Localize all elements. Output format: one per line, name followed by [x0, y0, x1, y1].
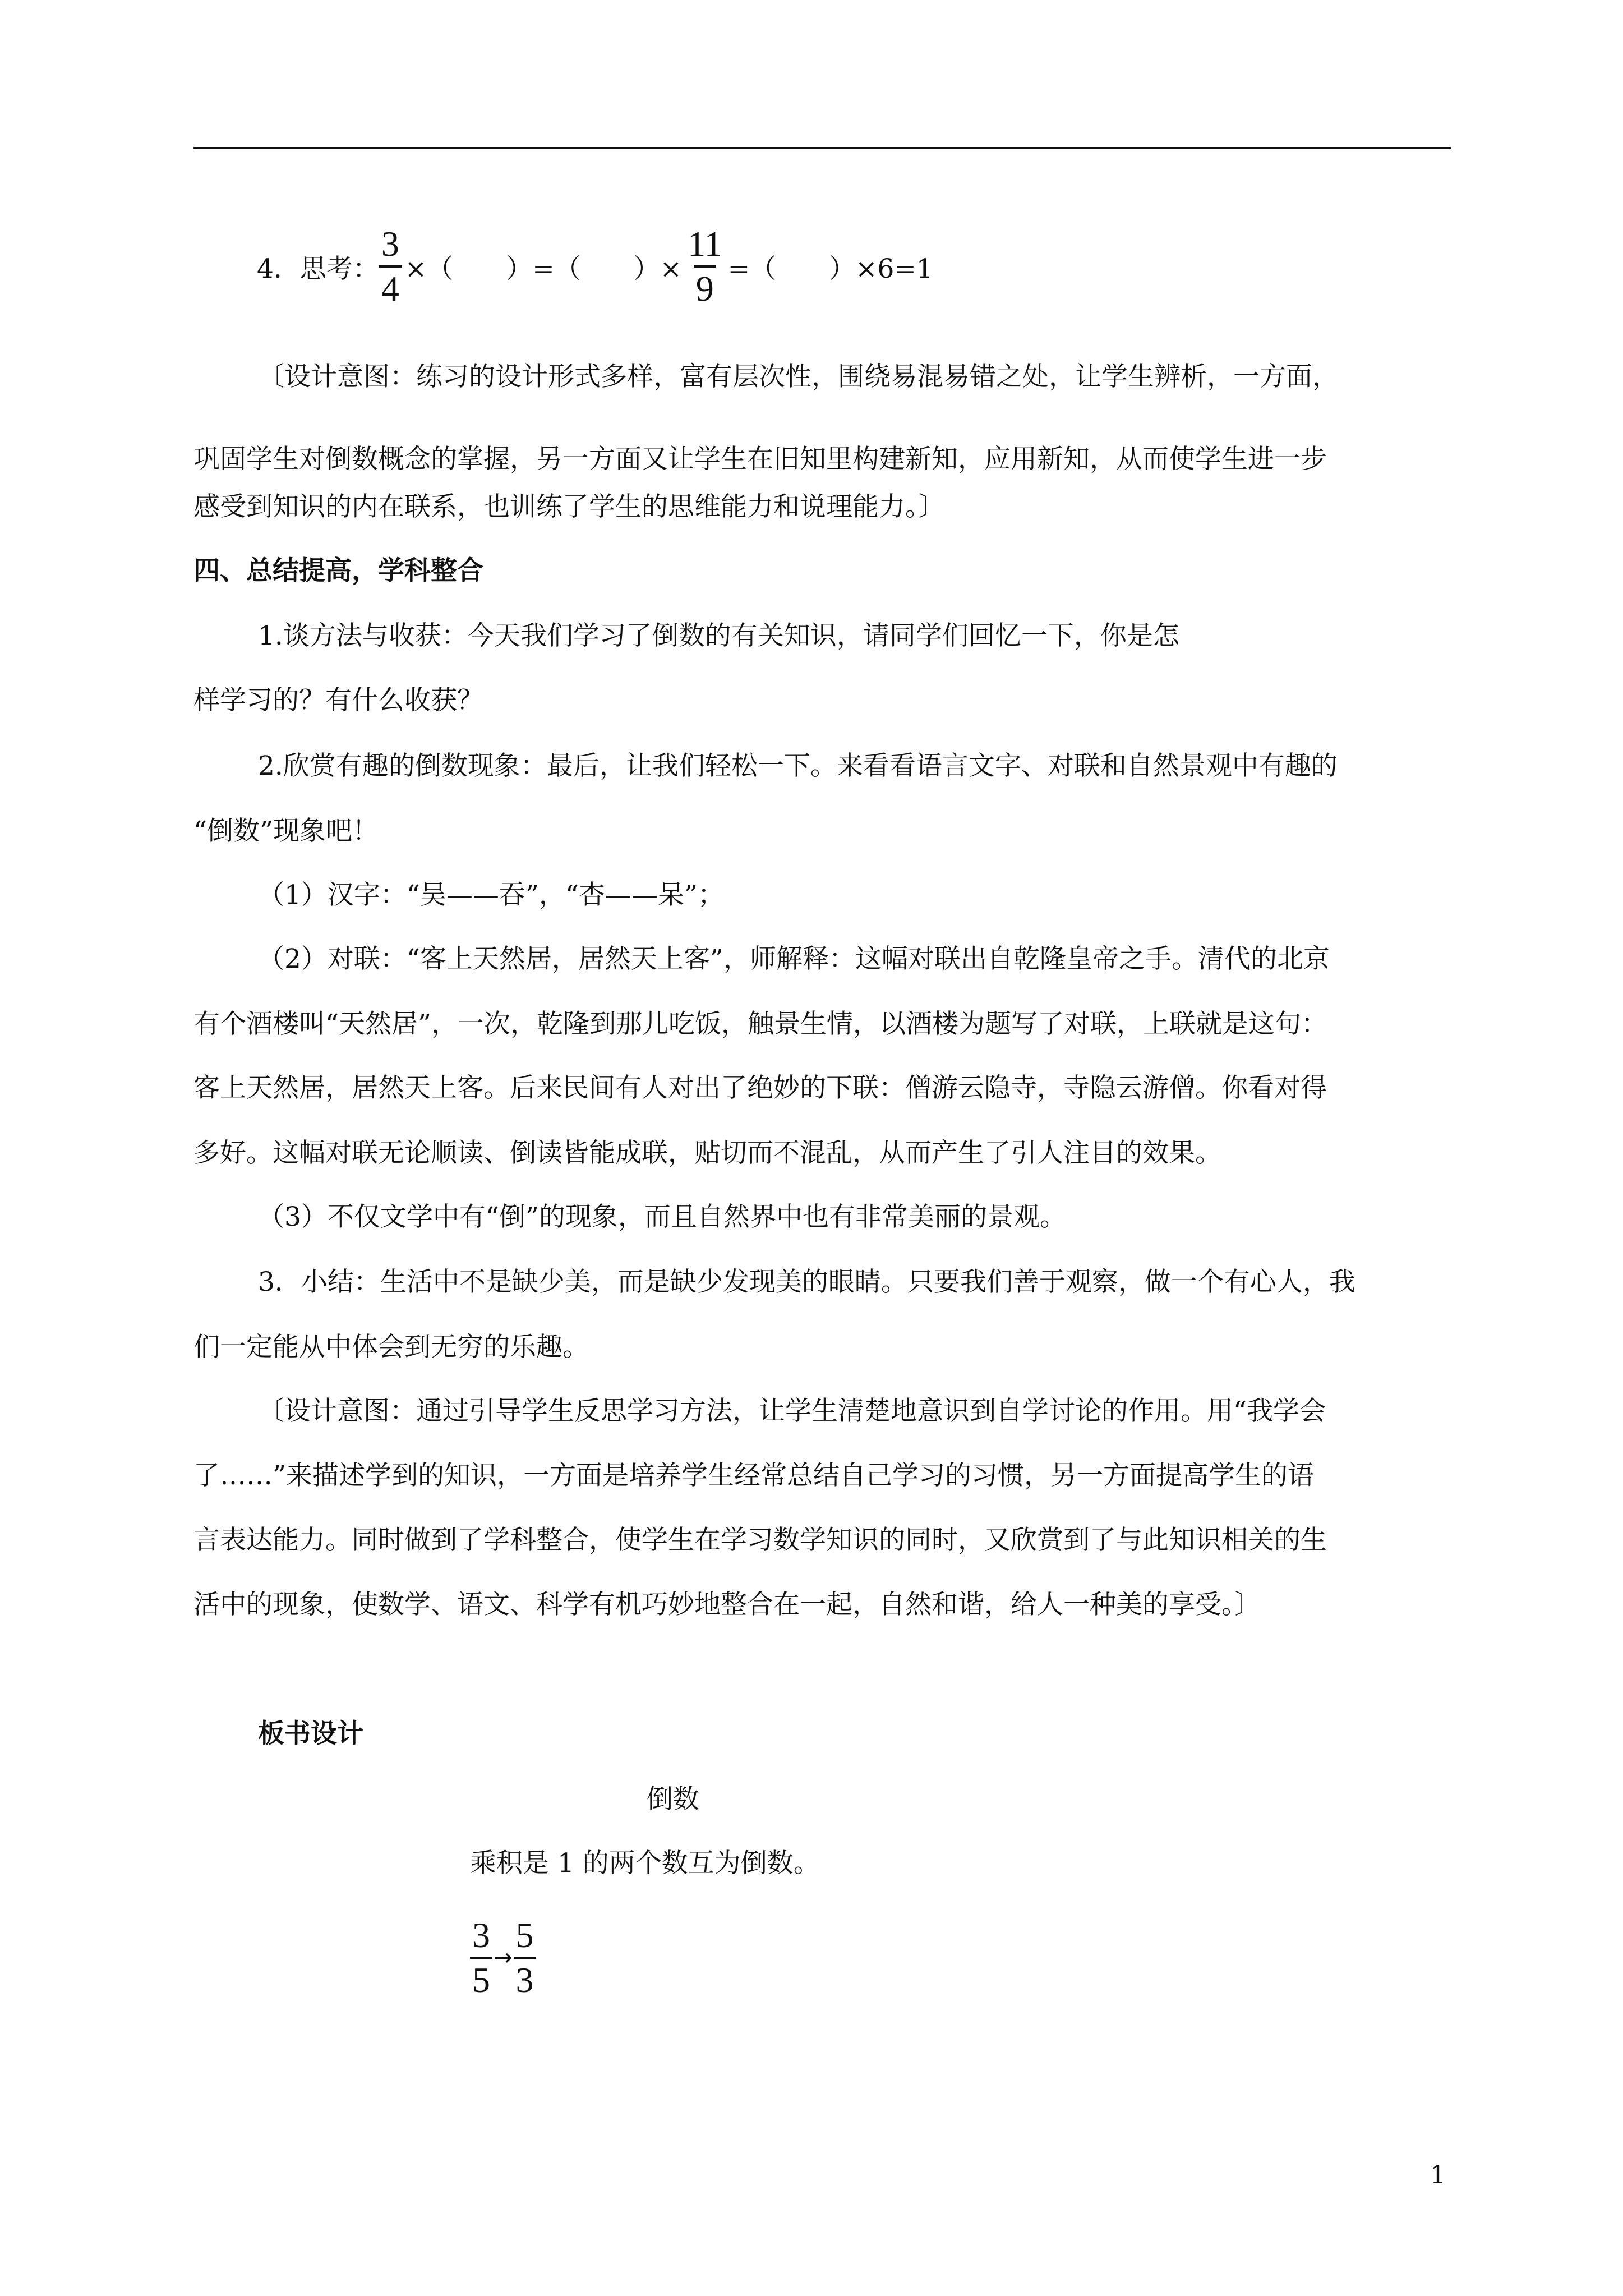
question-4 — [257, 222, 937, 311]
item1-line2: 样学习的？有什么收获？ — [193, 685, 483, 716]
board-title: 倒数 — [647, 1784, 699, 1815]
page-number: 1 — [1430, 2161, 1446, 2189]
frac2-denominator: 9 — [694, 265, 716, 307]
item3-line1: 3．小结：生活中不是缺少美，而是缺少发现美的眼睛。只要我们善于观察，做一个有心人，我 — [258, 1267, 1355, 1297]
frac-a-denominator: 5 — [470, 1957, 492, 1998]
frac1-denominator: 4 — [379, 265, 402, 307]
item2-line2: “倒数”现象吧！ — [193, 816, 379, 846]
sub2-line3: 客上天然居，居然天上客。后来民间有人对出了绝妙的下联：僧游云隐寺，寺隐云游僧。你看对得 — [193, 1073, 1327, 1103]
q4-segment-2: =（ ）×6=1 — [727, 253, 933, 284]
board-heading: 板书设计 — [258, 1718, 363, 1749]
frac-b-denominator: 3 — [514, 1957, 536, 1998]
header-rule — [193, 147, 1451, 149]
item1-line1: 1.谈方法与收获：今天我们学习了倒数的有关知识，请同学们回忆一下，你是怎 — [258, 620, 1179, 651]
frac-a-numerator: 3 — [472, 1915, 490, 1955]
fraction-3-5 — [470, 1917, 492, 1998]
frac2-numerator: 11 — [688, 224, 722, 264]
fraction-3-4 — [379, 226, 402, 307]
sub2-line2: 有个酒楼叫“天然居”，一次，乾隆到那儿吃饭，触景生情，以酒楼为题写了对联，上联就是这句： — [193, 1009, 1328, 1039]
item2-line1: 2.欣赏有趣的倒数现象：最后，让我们轻松一下。来看看语言文字、对联和自然景观中有趣的 — [258, 751, 1338, 781]
right-arrow-icon: → — [494, 1945, 513, 1971]
board-reciprocal-example — [470, 1917, 536, 1998]
intent2-line4: 活中的现象，使数学、语文、科学有机巧妙地整合在一起，自然和谐，给人一种美的享受。〕 — [193, 1589, 1261, 1620]
sub3: （3）不仅文学中有“倒”的现象，而且自然界中也有非常美丽的景观。 — [258, 1202, 1066, 1232]
intent1-line2: 巩固学生对倒数概念的掌握，另一方面又让学生在旧知里构建新知，应用新知，从而使学生进一步 — [193, 444, 1327, 475]
frac-b-numerator: 5 — [515, 1915, 534, 1955]
intent1-line3: 感受到知识的内在联系，也训练了学生的思维能力和说理能力。〕 — [193, 491, 945, 522]
fraction-5-3 — [514, 1917, 536, 1998]
frac1-numerator: 3 — [381, 224, 399, 264]
item3-line2: 们一定能从中体会到无穷的乐趣。 — [193, 1332, 589, 1363]
intent2-line2: 了……”来描述学到的知识，一方面是培养学生经常总结自己学习的习惯，另一方面提高学生的语 — [193, 1460, 1315, 1491]
sub2-line1: （2）对联：“客上天然居，居然天上客”，师解释：这幅对联出自乾隆皇帝之手。清代的北京 — [258, 944, 1330, 974]
board-definition: 乘积是 1 的两个数互为倒数。 — [470, 1848, 820, 1879]
q4-segment-1: ×（ ）=（ ）× — [404, 253, 683, 284]
section4-heading: 四、总结提高，学科整合 — [193, 555, 483, 586]
fraction-11-9 — [685, 226, 725, 307]
intent2-line1: 〔设计意图：通过引导学生反思学习方法，让学生清楚地意识到自学讨论的作用。用“我学会 — [258, 1396, 1326, 1427]
intent1-line1: 〔设计意图：练习的设计形式多样，富有层次性，围绕易混易错之处，让学生辨析，一方面， — [258, 361, 1339, 392]
q4-label: 4．思考： — [257, 253, 379, 284]
sub1-hanzi: （1）汉字：“吴——吞”，“杏——呆”； — [258, 880, 725, 910]
sub2-line4: 多好。这幅对联无论顺读、倒读皆能成联，贴切而不混乱，从而产生了引人注目的效果。 — [193, 1138, 1221, 1168]
intent2-line3: 言表达能力。同时做到了学科整合，使学生在学习数学知识的同时，又欣赏到了与此知识相关的生 — [193, 1525, 1327, 1556]
